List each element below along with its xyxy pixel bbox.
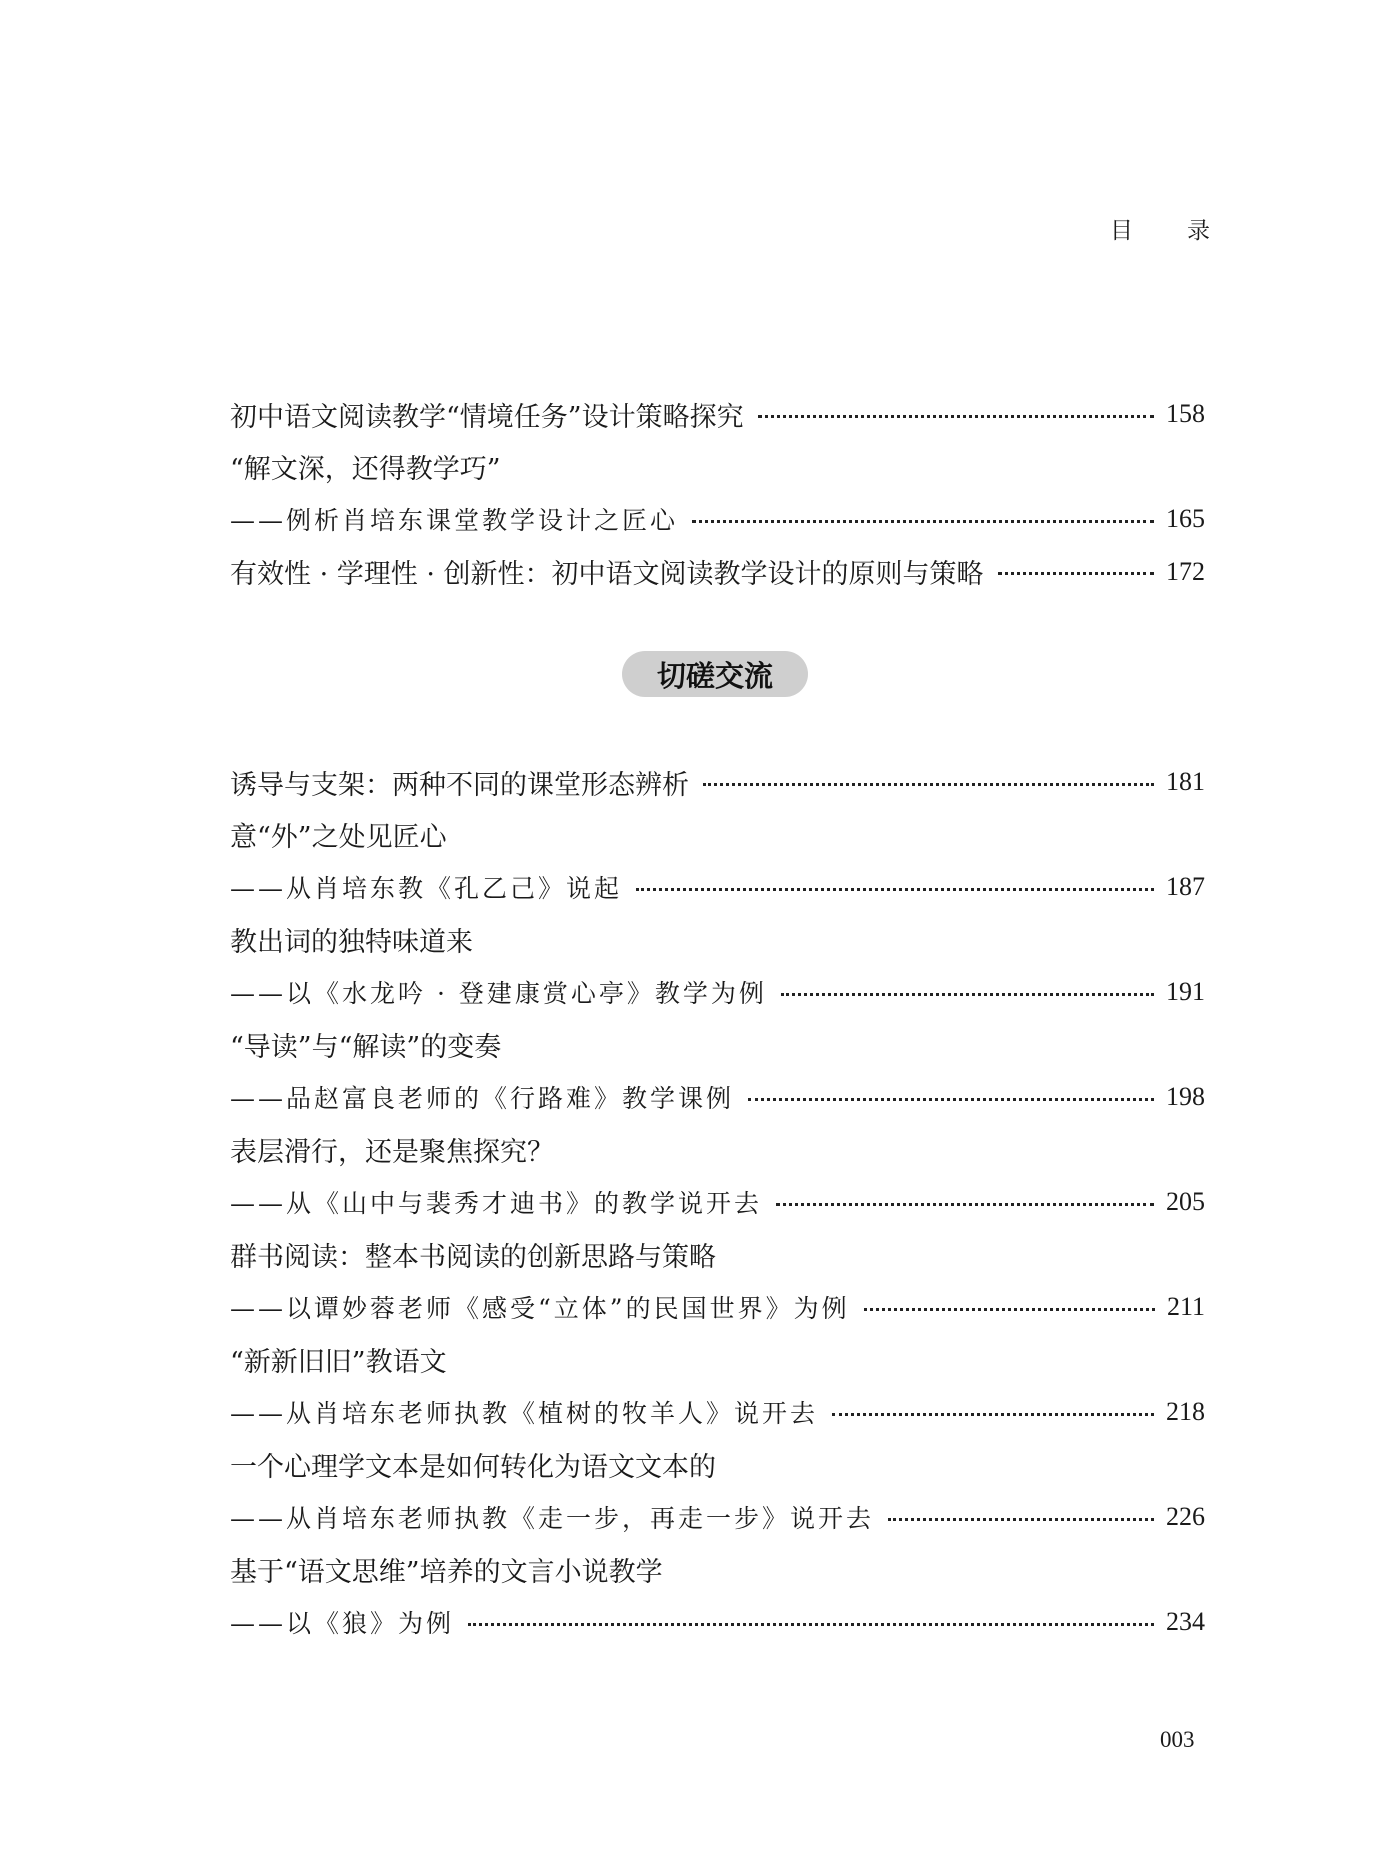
dot-leader: [776, 1203, 1154, 1206]
toc-subtitle-line: [230, 1071, 1205, 1124]
toc-entry-line: [230, 1334, 1205, 1387]
toc-bottom-section: [230, 756, 1205, 1649]
toc-entry-line: [230, 809, 1205, 862]
toc-page-number: 218: [1166, 1397, 1205, 1427]
toc-page-number: 234: [1166, 1607, 1205, 1637]
toc-subtitle-line: [230, 1281, 1205, 1334]
toc-entry-title: “新新旧旧”教语文: [230, 1347, 447, 1379]
dot-leader: [692, 520, 1154, 523]
toc-page-number: 165: [1166, 504, 1205, 534]
toc-subtitle-text: ——例析肖培东课堂教学设计之匠心: [230, 506, 679, 536]
toc-entry-line: [230, 756, 1205, 809]
toc-subtitle-line: [230, 1176, 1205, 1229]
toc-entry-line: [230, 388, 1205, 441]
toc-entry-title: “导读”与“解读”的变奏: [230, 1032, 502, 1064]
toc-entry-title: 有效性 · 学理性 · 创新性：初中语文阅读教学设计的原则与策略: [230, 559, 984, 591]
toc-entry-title: 一个心理学文本是如何转化为语文文本的: [230, 1452, 716, 1484]
toc-page-number: 172: [1166, 556, 1205, 586]
toc-entry-line: [230, 1439, 1205, 1492]
toc-subtitle-line: [230, 966, 1205, 1019]
dot-leader: [864, 1308, 1155, 1311]
toc-subtitle-line: [230, 493, 1205, 546]
toc-subtitle-text: ——以《水龙吟 · 登建康赏心亭》教学为例: [230, 979, 767, 1009]
dot-leader: [832, 1413, 1154, 1416]
toc-page-number: 226: [1166, 1502, 1205, 1532]
toc-entry-title: 诱导与支架：两种不同的课堂形态辨析: [230, 769, 689, 801]
dot-leader: [468, 1623, 1154, 1626]
dot-leader: [748, 1098, 1154, 1101]
toc-subtitle-line: [230, 1596, 1205, 1649]
running-head-left: 目: [1110, 218, 1133, 244]
toc-page-number: 181: [1166, 767, 1205, 797]
toc-entry-title: 表层滑行，还是聚焦探究？: [230, 1137, 554, 1169]
toc-page-number: 187: [1166, 872, 1205, 902]
toc-entry-line: [230, 546, 1205, 599]
toc-entry-title: 意“外”之处见匠心: [230, 822, 447, 854]
toc-top-section: [230, 388, 1205, 598]
toc-page-number: 211: [1166, 1292, 1205, 1322]
page-number: 003: [1160, 1727, 1195, 1752]
toc-entry-line: [230, 1544, 1205, 1597]
toc-subtitle-text: ——以《狼》为例: [230, 1609, 455, 1639]
toc-entry-title: 基于“语文思维”培养的文言小说教学: [230, 1557, 663, 1589]
toc-page-number: 205: [1166, 1187, 1205, 1217]
toc-subtitle-text: ——从肖培东老师执教《走一步，再走一步》说开去: [230, 1504, 875, 1534]
toc-subtitle-text: ——从肖培东教《孔乙己》说起: [230, 874, 623, 904]
running-head: [1110, 212, 1210, 245]
dot-leader: [758, 415, 1154, 418]
toc-entry-line: [230, 441, 1205, 494]
running-head-right: 录: [1187, 218, 1210, 244]
dot-leader: [888, 1518, 1154, 1521]
toc-subtitle-line: [230, 1491, 1205, 1544]
toc-subtitle-text: ——从肖培东老师执教《植树的牧羊人》说开去: [230, 1399, 819, 1429]
toc-entry-title: 群书阅读：整本书阅读的创新思路与策略: [230, 1242, 716, 1274]
dot-leader: [636, 888, 1154, 891]
toc-entry-line: [230, 1124, 1205, 1177]
toc-entry-line: [230, 914, 1205, 967]
toc-page-number: 158: [1166, 399, 1205, 429]
toc-page-number: 198: [1166, 1082, 1205, 1112]
toc-entry-line: [230, 1229, 1205, 1282]
section-heading-badge: 切磋交流: [622, 651, 808, 697]
toc-subtitle-text: ——品赵富良老师的《行路难》教学课例: [230, 1084, 735, 1114]
toc-page-number: 191: [1166, 977, 1205, 1007]
toc-subtitle-line: [230, 861, 1205, 914]
toc-subtitle-text: ——以谭妙蓉老师《感受“立体”的民国世界》为例: [230, 1294, 850, 1324]
dot-leader: [998, 572, 1155, 575]
dot-leader: [781, 993, 1154, 996]
toc-entry-title: 教出词的独特味道来: [230, 927, 473, 959]
toc-subtitle-line: [230, 1386, 1205, 1439]
toc-entry-line: [230, 1019, 1205, 1072]
toc-entry-title: 初中语文阅读教学“情境任务”设计策略探究: [230, 401, 744, 433]
dot-leader: [703, 783, 1154, 786]
toc-subtitle-text: ——从《山中与裴秀才迪书》的教学说开去: [230, 1189, 763, 1219]
toc-entry-title: “解文深，还得教学巧”: [230, 454, 501, 486]
